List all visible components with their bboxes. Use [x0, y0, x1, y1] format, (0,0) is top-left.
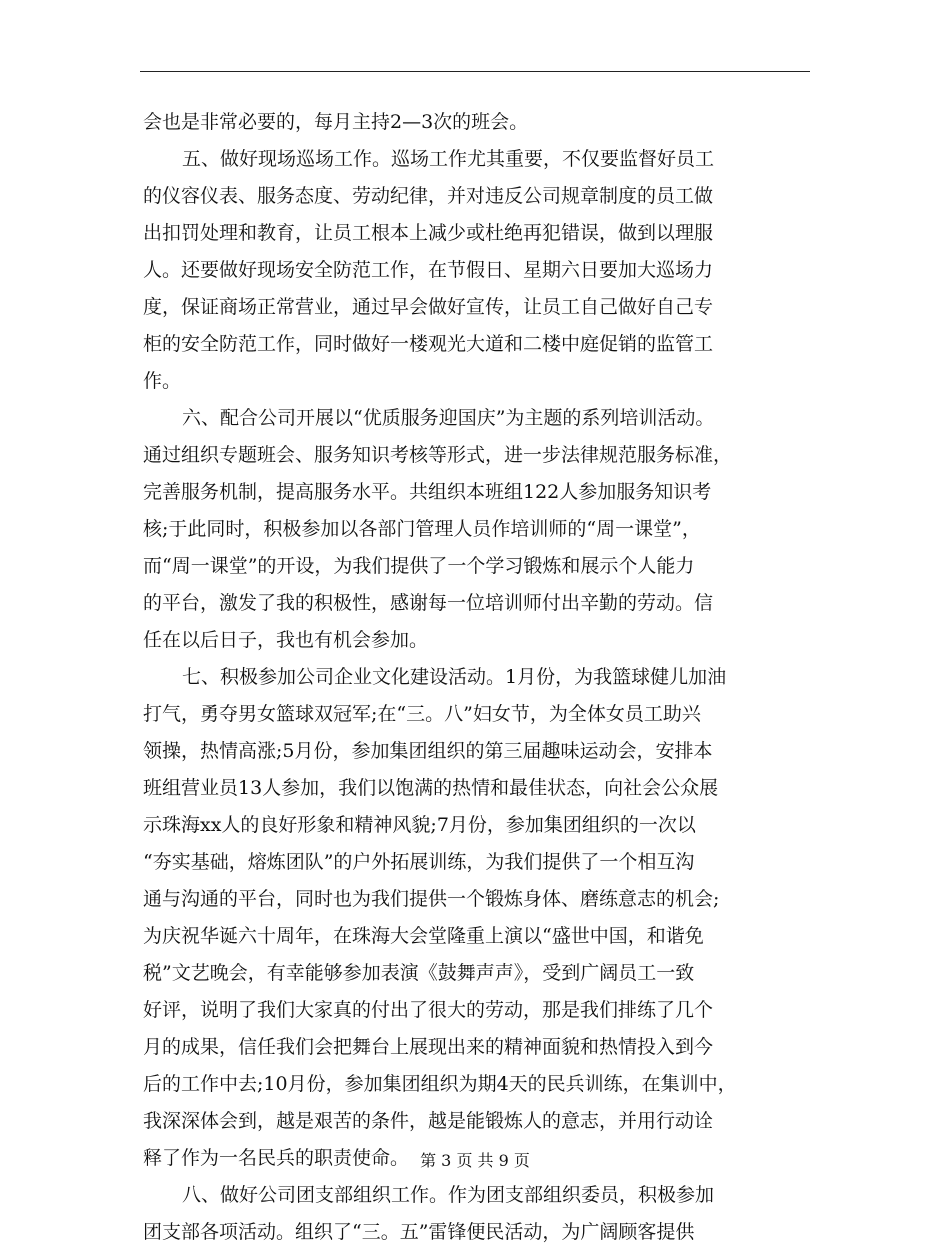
text-line: 月的成果，信任我们会把舞台上展现出来的精神面貌和热情投入到今	[143, 1036, 714, 1058]
text-line: 为庆祝华诞六十周年，在珠海大会堂隆重上演以“盛世中国，和谐免	[143, 925, 704, 947]
text-line: 核;于此同时，积极参加以各部门管理人员作培训师的“周一课堂”，	[143, 518, 701, 540]
text-line: 打气，勇夺男女篮球双冠军;在“三。八”妇女节，为全体女员工助兴	[143, 703, 701, 725]
text-line: 人。还要做好现场安全防范工作，在节假日、星期六日要加大巡场力	[143, 259, 714, 281]
text-line: 班组营业员13人参加，我们以饱满的热情和最佳状态，向社会公众展	[143, 777, 719, 799]
text-line: 而“周一课堂”的开设，为我们提供了一个学习锻炼和展示个人能力	[143, 555, 695, 577]
text-line: “夯实基础，熔炼团队”的户外拓展训练，为我们提供了一个相互沟	[143, 851, 695, 873]
text-line: 我深深体会到，越是艰苦的条件，越是能锻炼人的意志，并用行动诠	[143, 1110, 714, 1132]
text-line: 完善服务机制，提高服务水平。共组织本班组122人参加服务知识考	[143, 481, 712, 503]
text-line: 领操，热情高涨;5月份，参加集团组织的第三届趣味运动会，安排本	[143, 740, 713, 762]
document-body	[143, 104, 823, 1251]
text-line: 通过组织专题班会、服务知识考核等形式，进一步法律规范服务标准，	[143, 444, 733, 466]
text-line: 税”文艺晚会，有幸能够参加表演《鼓舞声声》，受到广阔员工一致	[143, 962, 695, 984]
text-line: 任在以后日子，我也有机会参加。	[143, 629, 429, 651]
text-line: 通与沟通的平台，同时也为我们提供一个锻炼身体、磨练意志的机会;	[143, 888, 720, 910]
text-line: 七、积极参加公司企业文化建设活动。1月份，为我篮球健儿加油	[182, 666, 727, 688]
text-line: 好评，说明了我们大家真的付出了很大的劳动，那是我们排练了几个	[143, 999, 714, 1021]
text-line: 团支部各项活动。组织了“三。五”雷锋便民活动，为广阔顾客提供	[143, 1221, 695, 1243]
header-rule	[140, 71, 810, 72]
text-line: 的仪容仪表、服务态度、劳动纪律，并对违反公司规章制度的员工做	[143, 185, 714, 207]
text-line: 释了作为一名民兵的职责使命。	[143, 1147, 410, 1169]
text-line: 出扣罚处理和教育，让员工根本上减少或杜绝再犯错误，做到以理服	[143, 222, 714, 244]
text-line: 示珠海xx人的良好形象和精神风貌;7月份，参加集团组织的一次以	[143, 814, 696, 836]
text-line: 柜的安全防范工作，同时做好一楼观光大道和二楼中庭促销的监管工	[143, 333, 714, 355]
text-line: 六、配合公司开展以“优质服务迎国庆”为主题的系列培训活动。	[182, 407, 715, 429]
text-line: 作。	[143, 370, 182, 392]
page-footer: 第 3 页 共 9 页	[420, 1151, 530, 1170]
text-line: 五、做好现场巡场工作。巡场工作尤其重要，不仅要监督好员工	[182, 148, 715, 170]
text-line: 度，保证商场正常营业，通过早会做好宣传，让员工自己做好自己专	[143, 296, 714, 318]
text-line: 的平台，激发了我的积极性，感谢每一位培训师付出辛勤的劳动。信	[143, 592, 714, 614]
text-line: 后的工作中去;10月份，参加集团组织为期4天的民兵训练，在集训中，	[143, 1073, 737, 1095]
text-line: 八、做好公司团支部组织工作。作为团支部组织委员，积极参加	[182, 1184, 715, 1206]
text-line: 会也是非常必要的，每月主持2—3次的班会。	[143, 111, 529, 133]
